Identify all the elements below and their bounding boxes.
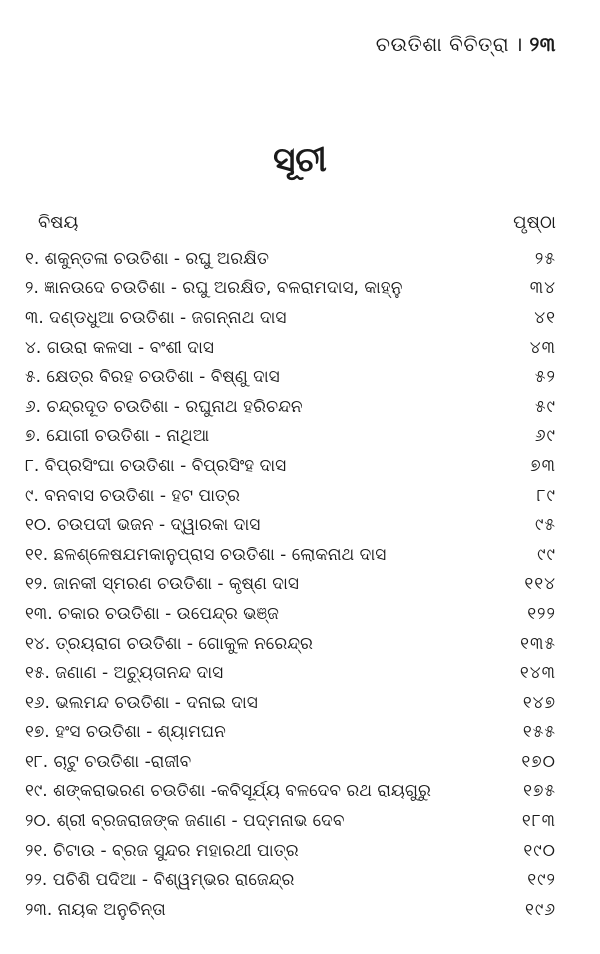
column-headers <box>38 212 556 233</box>
toc-entry-title: ୨୩. ନାୟକ ଅନୁଚିନ୍ତା <box>25 899 166 920</box>
toc-entry-page: ୫୯ <box>534 396 556 417</box>
toc-entry-page: ୫୨ <box>534 367 556 388</box>
toc-entry-page: ୧୯୦ <box>523 840 556 861</box>
toc-entry <box>25 688 556 718</box>
toc-entry-title: ୨୨. ପଚିଶି ପଦିଆ - ବିଶ୍ୱମ୍ଭର ରାଜେନ୍ଦ୍ର <box>25 870 295 891</box>
toc-entry-title: ୧୨. ଜାନକୀ ସ୍ମରଣ ଚଉତିଶା - କୃଷ୍ଣ ଦାସ <box>25 574 299 595</box>
toc-entry-page: ୯୫ <box>534 515 556 536</box>
toc-entry-title: ୧୩. ଚକାର ଚଉତିଶା - ଉପେନ୍ଦ୍ର ଭଞ୍ଜ <box>25 603 279 624</box>
toc-entry-title: ୩. ଦଣ୍ଡଧୁଆ ଚଉତିଶା - ଜଗନ୍ନାଥ ଦାସ <box>25 307 287 328</box>
toc-entry-page: ୧୭୫ <box>523 781 556 802</box>
toc-entry-title: ୧୪. ତ୍ରୟରାଗ ଚଉତିଶା - ଗୋକୁଳ ନରେନ୍ଦ୍ର <box>25 633 313 654</box>
page-title: ସୂଚୀ <box>273 140 327 180</box>
toc-entry-title: ୯. ବନବାସ ଚଉତିଶା - ହଟ ପାତ୍ର <box>25 485 241 506</box>
header-separator: । <box>515 32 524 56</box>
toc-entry-page: ୧୫୫ <box>522 722 556 743</box>
toc-entry-page: ୯୯ <box>537 544 556 565</box>
toc-entry-page: ୧୯୨ <box>527 870 556 891</box>
toc-entry <box>25 747 556 777</box>
toc-entry-page: ୪୩ <box>529 337 556 358</box>
toc-entry-title: ୨. ଜ୍ଞାନଉଦେ ଚଉତିଶା - ରଘୁ ଅରକ୍ଷିତ, ବଳରାମଦାସ, କାହ୍ନୁ <box>25 278 403 299</box>
toc-entry-title: ୮. ବିପ୍ରସିଂଘା ଚଉତିଶା - ବିପ୍ରସିଂହ ଦାସ <box>25 455 287 476</box>
toc-entry-page: ୭୩ <box>530 455 556 476</box>
toc-entry <box>25 658 556 688</box>
toc-entry <box>25 599 556 629</box>
toc-entry-title: ୧୭. ହଂସ ଚଉତିଶା - ଶ୍ୟାମଘନ <box>25 722 226 743</box>
toc-entry-title: ୧. ଶକୁନ୍ତଳା ଚଉତିଶା - ରଘୁ ଅରକ୍ଷିତ <box>25 248 270 269</box>
page-number: ୨୩ <box>529 32 556 56</box>
toc-entry-page: ୧୨୨ <box>527 603 556 624</box>
toc-entry-title: ୧୮. ଚାଟୁ ଚଉତିଶା -ରାଜୀବ <box>25 751 192 772</box>
toc-entry-page: ୧୧୪ <box>524 574 556 595</box>
toc-entry <box>25 244 556 274</box>
running-header <box>376 30 556 57</box>
toc-entry-page: ୮୯ <box>536 485 556 506</box>
toc-entry-title: ୪. ଗଉରା କଳସା - ବଂଶୀ ଦାସ <box>25 337 214 358</box>
toc-entry <box>25 422 556 452</box>
toc-entry <box>25 836 556 866</box>
toc-entry-page: ୧୪୭ <box>522 692 556 713</box>
toc-entry-title: ୧୧. ଛଳଶ୍ଳେଷଯମକାନୁପ୍ରାସ ଚଉତିଶା - ଲୋକନାଥ ଦାସ <box>25 544 387 565</box>
toc-entry <box>25 777 556 807</box>
toc-entry <box>25 451 556 481</box>
toc-entry <box>25 510 556 540</box>
toc-entry <box>25 895 556 925</box>
toc-entry-page: ୩୪ <box>529 278 556 299</box>
subject-column-header: ବିଷୟ <box>38 212 79 233</box>
toc-entry-title: ୨୧. ଚିଟାଉ - ବ୍ରଜ ସୁନ୍ଦର ମହାରଥୀ ପାତ୍ର <box>25 840 299 861</box>
toc-entry <box>25 481 556 511</box>
toc-entry <box>25 718 556 748</box>
toc-entry-page: ୧୮୩ <box>521 811 556 832</box>
toc-entry <box>25 806 556 836</box>
toc-entry-title: ୭. ଯୋଗୀ ଚଉତିଶା - ନାଥିଆ <box>25 426 210 447</box>
toc-entry-page: ୬୯ <box>534 426 556 447</box>
toc-entry <box>25 629 556 659</box>
toc-entry <box>25 570 556 600</box>
toc-entry-page: ୨୫ <box>534 248 556 269</box>
page-column-header: ପୃଷ୍ଠା <box>513 212 556 233</box>
toc-entry <box>25 540 556 570</box>
toc-entry-title: ୧୦. ଚଉପଦୀ ଭଜନ - ଦ୍ୱାରକା ଦାସ <box>25 515 261 536</box>
toc-entry-page: ୧୭୦ <box>521 751 556 772</box>
toc-entry-title: ୨୦. ଶ୍ରୀ ବ୍ରଜରାଜଙ୍କ ଜଣାଣ - ପଦ୍ମନାଭ ଦେବ <box>25 811 345 832</box>
toc-entry <box>25 865 556 895</box>
toc-entry-title: ୫. କ୍ଷେତ୍ର ବିରହ ଚଉତିଶା - ବିଷ୍ଣୁ ଦାସ <box>25 367 280 388</box>
toc-entry <box>25 362 556 392</box>
toc-entry-page: ୪୧ <box>534 307 556 328</box>
toc-entry-page: ୧୪୩ <box>519 663 556 684</box>
toc-entry <box>25 274 556 304</box>
toc-entry-title: ୬. ଚନ୍ଦ୍ରଦୂତ ଚଉତିଶା - ରଘୁନାଥ ହରିଚନ୍ଦନ <box>25 396 303 417</box>
toc-entry <box>25 392 556 422</box>
toc-entry-title: ୧୫. ଜଣାଣ - ଅଚ୍ୟୁତାନନ୍ଦ ଦାସ <box>25 663 224 684</box>
toc-entry-page: ୧୯୬ <box>525 899 556 920</box>
toc-entry-page: ୧୩୫ <box>520 633 556 654</box>
toc-entry <box>25 303 556 333</box>
toc-entry-title: ୧୯. ଶଙ୍କରାଭରଣ ଚଉତିଶା -କବିସୂର୍ଯ୍ୟ ବଳଦେବ ରଥ ରାୟଗୁରୁ <box>25 781 431 802</box>
book-title: ଚଉତିଶା ବିଚିତ୍ରା <box>375 32 510 56</box>
toc-entry <box>25 333 556 363</box>
toc-list <box>25 244 556 925</box>
toc-entry-title: ୧୬. ଭଲମନ୍ଦ ଚଉତିଶା - ଦନାଇ ଦାସ <box>25 692 258 713</box>
